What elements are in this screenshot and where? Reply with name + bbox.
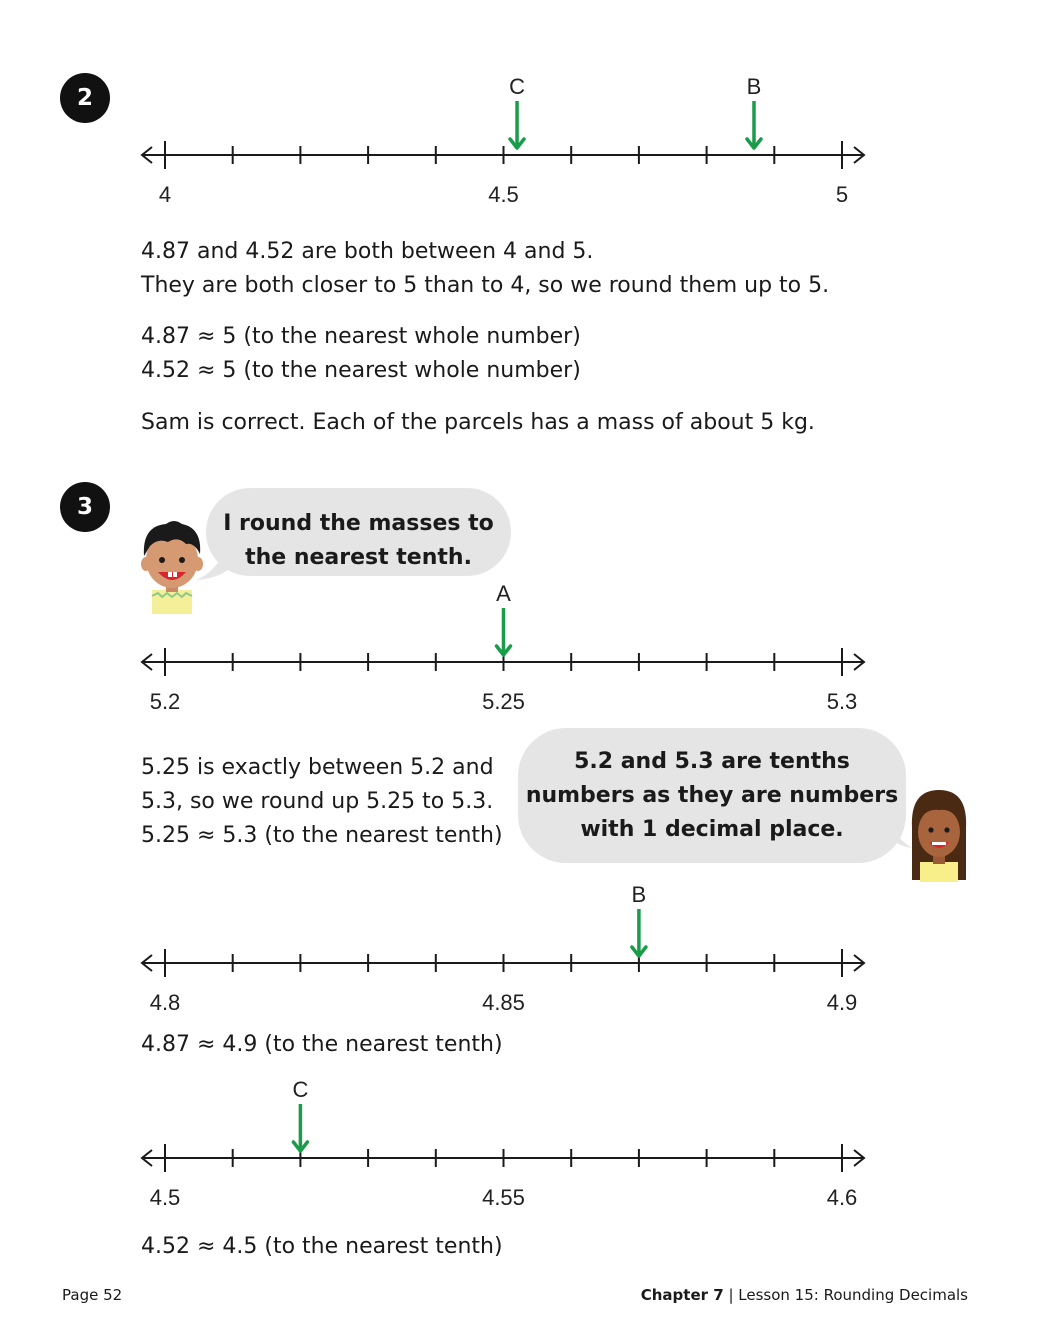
text-line: They are both closer to 5 than to 4, so we round them up to 5. <box>141 273 830 298</box>
marker-arrow-head <box>632 947 646 956</box>
marker-label: A <box>496 581 511 606</box>
left-arrowhead <box>142 654 152 670</box>
marker-arrow-head <box>747 139 761 148</box>
conclusion-text: Sam is correct. Each of the parcels has a mass of about 5 kg. <box>141 410 815 435</box>
tick-label: 5.2 <box>149 689 181 714</box>
explanation-paragraph <box>141 235 829 303</box>
bubble-tail <box>872 812 912 852</box>
text-line: 5.3, so we round up 5.25 to 5.3. <box>141 789 494 814</box>
boy-speech-bubble <box>206 488 511 576</box>
lesson-label: Lesson 15: Rounding Decimals <box>738 1286 968 1304</box>
text-line: 4.87 and 4.52 are both between 4 and 5. <box>141 239 594 264</box>
tick-label: 4.5 <box>149 1185 181 1210</box>
chapter-label: Chapter 7 <box>640 1286 724 1304</box>
text-line: 5.25 is exactly between 5.2 and <box>141 755 494 780</box>
rounding-results <box>141 320 581 388</box>
tick-label: 4 <box>158 182 172 207</box>
girl-speech-bubble <box>518 728 906 863</box>
tick-label: 5 <box>835 182 849 207</box>
tick-label: 4.9 <box>826 990 858 1015</box>
girl-avatar <box>908 788 970 882</box>
marker-arrow-head <box>293 1142 307 1151</box>
text-line: 4.52 ≈ 5 (to the nearest whole number) <box>141 358 581 383</box>
rounding-result: 4.52 ≈ 4.5 (to the nearest tenth) <box>141 1234 503 1259</box>
tick-label: 4.8 <box>149 990 181 1015</box>
tick-label: 5.3 <box>826 689 858 714</box>
problem-number-badge <box>60 73 110 123</box>
right-arrowhead <box>854 955 864 971</box>
problem-number: 3 <box>76 494 93 520</box>
tick-label: 5.25 <box>482 689 525 714</box>
problem-number: 2 <box>76 85 93 111</box>
explanation-paragraph <box>141 751 503 853</box>
right-arrowhead <box>854 654 864 670</box>
left-arrowhead <box>142 1150 152 1166</box>
tick-label: 4.5 <box>488 182 519 207</box>
right-arrowhead <box>854 1150 864 1166</box>
bubble-line: I round the masses to <box>223 511 494 536</box>
tick-label: 4.6 <box>826 1185 858 1210</box>
text-line: 4.87 ≈ 5 (to the nearest whole number) <box>141 324 581 349</box>
bubble-line: numbers as they are numbers <box>525 783 899 808</box>
bubble-line: the nearest tenth. <box>245 545 472 570</box>
marker-label: C <box>292 1077 309 1102</box>
marker-label: C <box>509 74 525 99</box>
problem-number-badge <box>60 482 110 532</box>
marker-label: B <box>746 74 762 99</box>
text-line: 5.25 ≈ 5.3 (to the nearest tenth) <box>141 823 503 848</box>
right-arrowhead <box>854 147 864 163</box>
separator: | <box>723 1286 739 1304</box>
tick-label: 4.55 <box>482 1185 525 1210</box>
rounding-result: 4.87 ≈ 4.9 (to the nearest tenth) <box>141 1032 503 1057</box>
left-arrowhead <box>142 955 152 971</box>
marker-arrow-head <box>510 139 524 148</box>
page-number: Page 52 <box>62 1286 123 1304</box>
chapter-lesson <box>641 1286 968 1304</box>
bubble-line: with 1 decimal place. <box>580 817 844 842</box>
left-arrowhead <box>142 147 152 163</box>
marker-arrow-head <box>497 646 511 655</box>
tick-label: 4.85 <box>482 990 525 1015</box>
bubble-line: 5.2 and 5.3 are tenths <box>574 749 850 774</box>
marker-label: B <box>631 882 647 907</box>
bubble-tail <box>196 548 236 582</box>
